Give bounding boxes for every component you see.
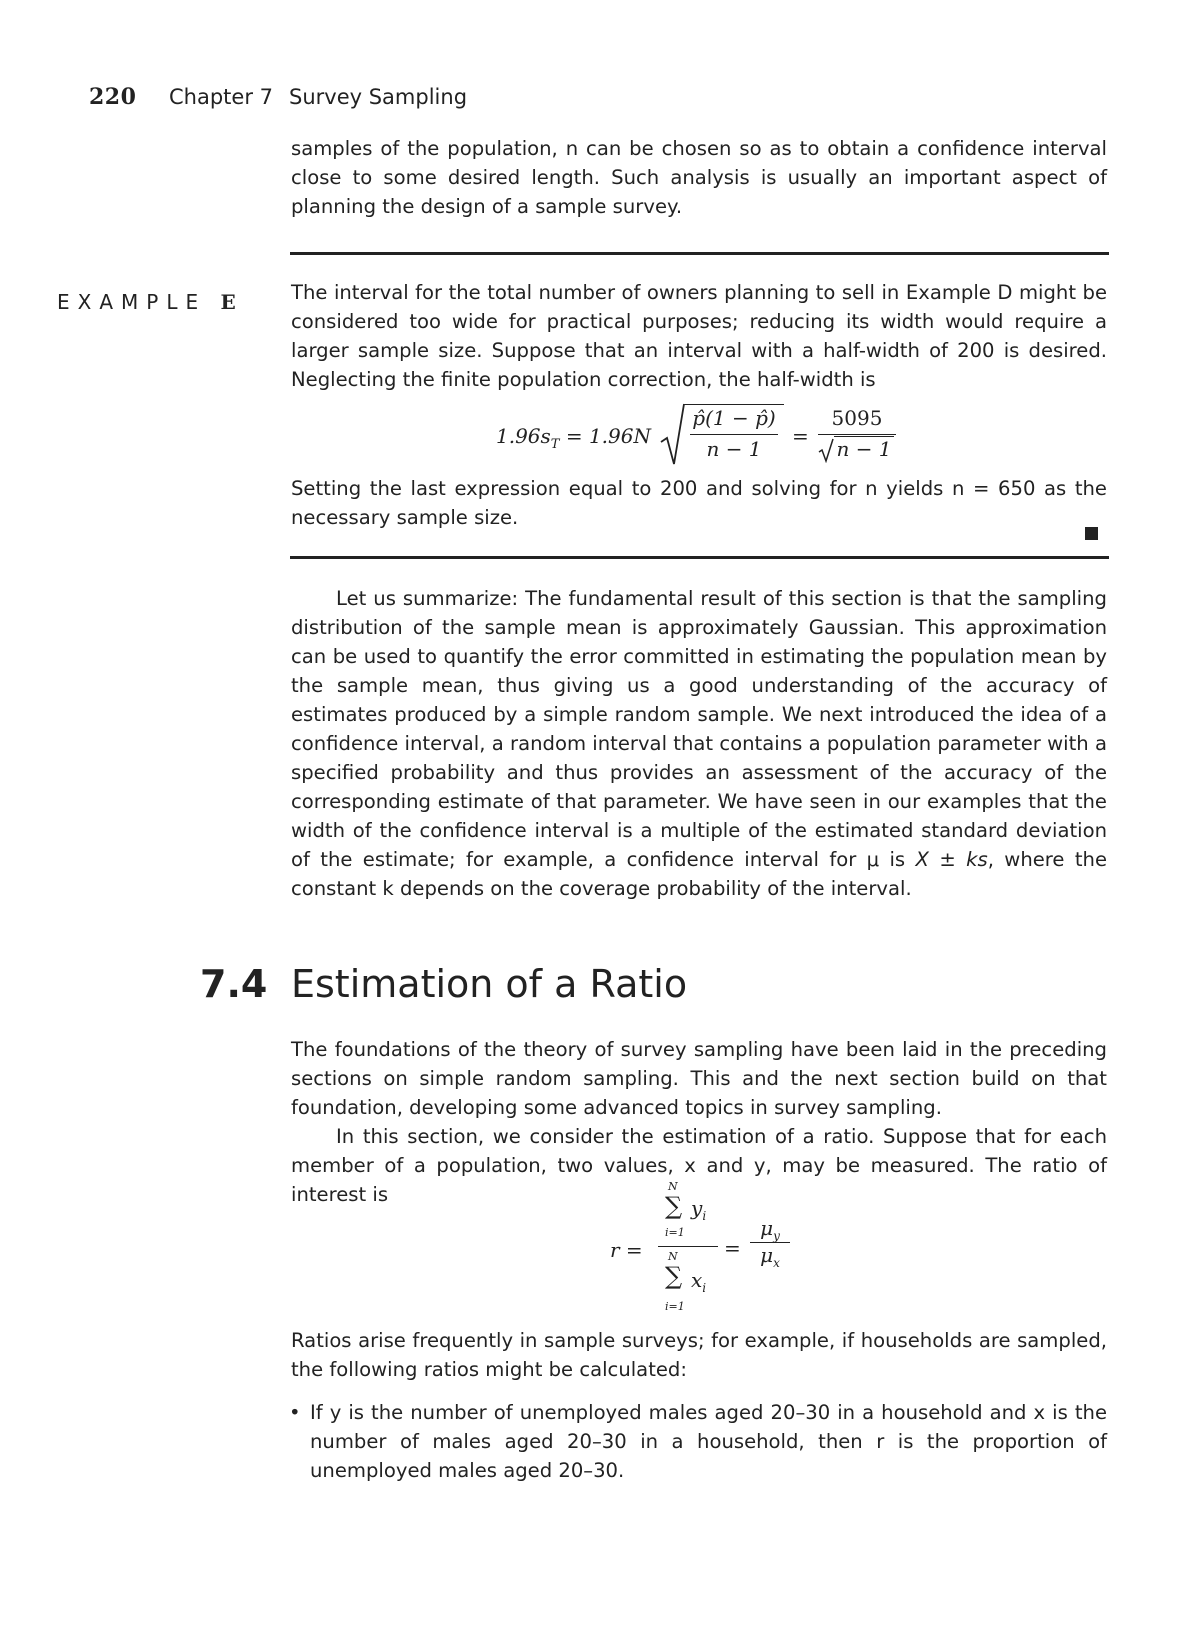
sqrt-denominator: n − 1 [706,437,762,461]
section-paragraph-2: In this section, we consider the estimation of a ratio. Suppose that for each member of a population, two values, x and y, may be measured. The ratio of interest is [291,1125,1107,1206]
mu-den: μ [760,1243,774,1267]
page-number: 220 [89,84,137,110]
example-letter: E [220,290,236,314]
mu-num-sub: y [773,1229,780,1243]
sqrt-small-icon [818,437,834,463]
eq-equals-1: = 1.96N [565,424,651,448]
ratio-equation [610,1180,810,1322]
sqrt-numerator: p̂(1 − p̂) [692,406,776,430]
denominator-sum [658,1250,718,1320]
eq-lhs-sub: T [550,437,560,452]
frac-denominator: n − 1 [836,437,892,461]
sqrt-icon [660,402,686,468]
ratio-equals: = [724,1236,741,1260]
mu-fraction [750,1216,790,1270]
section-paragraph-1: The foundations of the theory of survey sampling have been laid in the preceding sections on simple random sampling. This and the next section build on that foundation, developing some advanced topics in survey sampling. [291,1038,1107,1119]
num-sum-lower: i=1 [665,1226,685,1239]
num-term-sub: i [702,1209,707,1223]
sqrt-bar [684,404,784,405]
summary-formula: X ± ks [915,848,988,871]
frac-numerator: 5095 [831,406,883,430]
ratio-frac-bar [658,1246,718,1247]
mu-den-sub: x [773,1256,780,1270]
bullet-item-1: If y is the number of unemployed males aged 20–30 in a household and x is the number of males aged 20–30 in a household, then r is the proportion of unemployed males aged 20–30. [310,1401,1107,1482]
summary-paragraph [291,584,1107,903]
example-bottom-rule [290,556,1109,559]
bullet-icon: • [289,1401,301,1424]
section-title: Estimation of a Ratio [291,962,688,1006]
frac-denominator-wrap [818,435,896,461]
num-term: y [691,1196,703,1220]
eq-equals-2: = [792,424,809,448]
chapter-label: Chapter 7 [169,85,273,109]
numerator-sum [658,1180,718,1244]
intro-paragraph: samples of the population, n can be chosen so as to obtain a confidence interval close to some desired length. Such analysis is usually an important aspect of planning the design of a sample survey. [291,137,1107,218]
example-top-rule [290,252,1109,255]
ratio-lhs: r = [610,1238,643,1262]
den-sigma-icon: ∑ [665,1262,683,1290]
qed-square-icon [1085,527,1098,540]
num-sum-upper: N [668,1180,678,1193]
den-term-sub: i [702,1281,707,1295]
example-label-text: EXAMPLE [57,290,207,314]
summary-part-1: Let us summarize: The fundamental result of this section is that the sampling distribution of the sample mean is approximately Gaussian. This approximation can be used to quantify the error committed in estimating the population mean by the sample mean, thus giving us a good understanding of the accuracy of estimates produced by a simple random sample. We next introduced the idea of a confidence interval, a random interval that contains a population parameter with a specified probability and thus provides an assessment of the accuracy of the corresponding estimate of that parameter. We have seen in our examples that the width of the confidence interval is a multiple of the estimated standard deviation of the estimate; for example, a confidence interval for μ is [291,587,1107,871]
section-number: 7.4 [200,962,268,1006]
running-header [89,84,468,114]
den-term: x [691,1268,703,1292]
eq-lhs: 1.96s [496,424,551,448]
den-sum-lower: i=1 [665,1300,685,1313]
section-label: Survey Sampling [289,85,468,109]
num-sigma-icon: ∑ [665,1192,683,1220]
summary-part-2: , where the constant k depends on the coverage probability of the interval. [291,848,1107,900]
half-width-equation [496,402,896,474]
example-text-1: The interval for the total number of owners planning to sell in Example D might be considered too wide for practical purposes; reducing its width would require a larger sample size. Suppose that an interval with a half-width of 200 is desired. Neglecting the finite population correction, the half-width is [291,281,1107,391]
example-text-2: Setting the last expression equal to 200 and solving for n yields n = 650 as the necessary sample size. [291,477,1107,529]
chapter-heading [169,85,467,109]
section-paragraph-3: Ratios arise frequently in sample surveys; for example, if households are sampled, the following ratios might be calculated: [291,1329,1107,1381]
mu-num: μ [760,1216,774,1240]
den-sum-upper: N [668,1250,678,1263]
example-label [57,290,236,314]
